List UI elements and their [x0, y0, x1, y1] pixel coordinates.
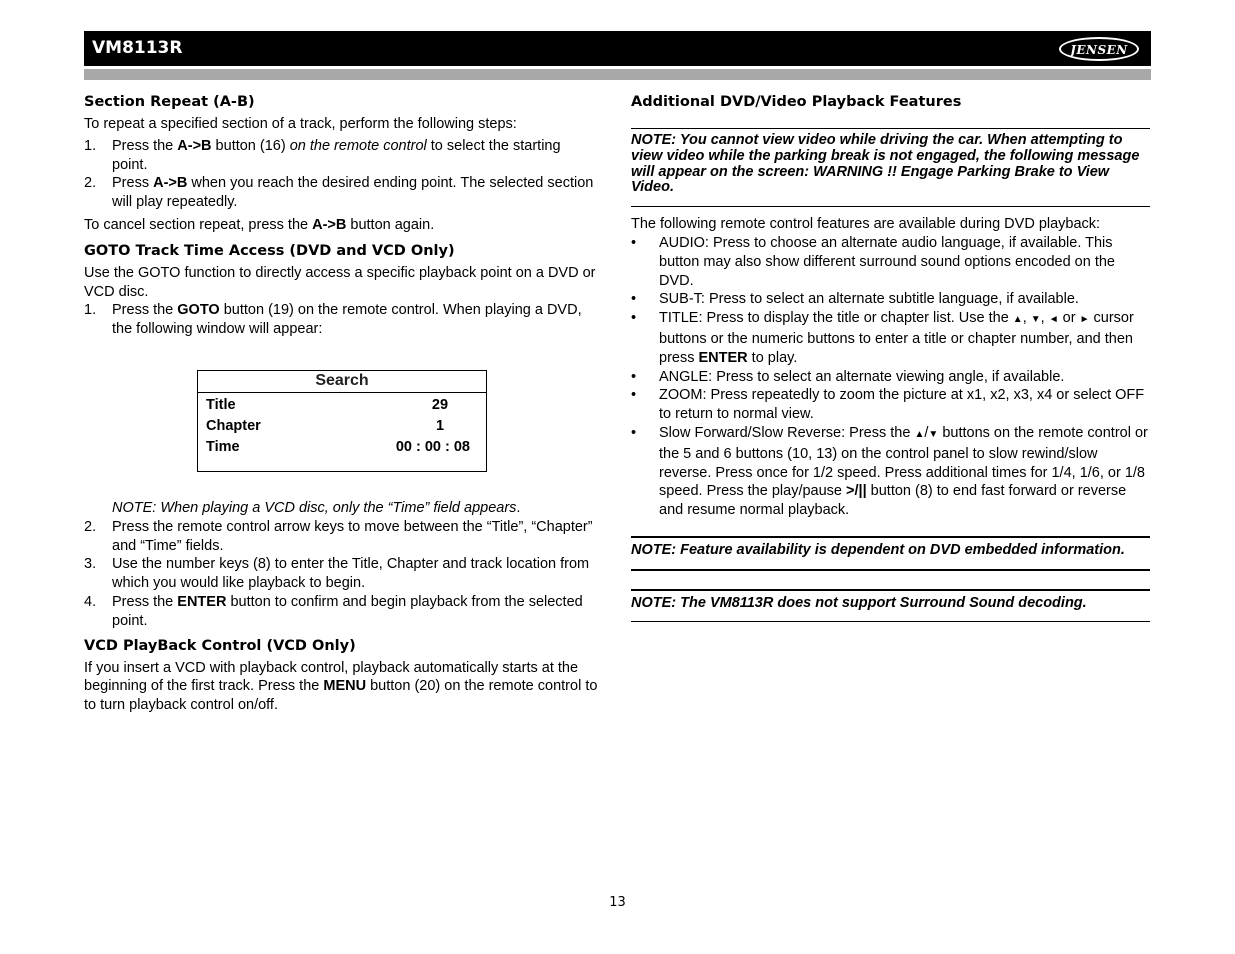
- search-row-label: Chapter: [206, 418, 261, 434]
- section-repeat-step-2: [84, 174, 599, 212]
- key-label: A->B: [312, 216, 347, 233]
- text: button to confirm and begin playback from the selected point.: [112, 593, 583, 629]
- bullet-mark: •: [631, 424, 637, 441]
- left-column: [84, 92, 599, 339]
- search-window: [197, 370, 487, 472]
- key-label: ENTER: [698, 349, 748, 366]
- text: .: [516, 500, 521, 516]
- goto-vcd-note: [84, 499, 599, 518]
- text: To cancel section repeat, press the: [84, 216, 313, 233]
- section-repeat-heading: Section Repeat (A-B): [84, 94, 255, 110]
- search-window-title: Search: [198, 371, 486, 393]
- jensen-logo: [1059, 37, 1139, 61]
- search-row-chapter: [198, 416, 486, 437]
- text: button (19) on the remote control. When playing a DVD, the following window will appear:: [112, 302, 582, 338]
- text: SUB-T: Press to select an alternate subtitle language, if available.: [659, 291, 1079, 308]
- key-label: >/||: [846, 483, 867, 500]
- up-arrow-icon: ▲: [1012, 314, 1023, 326]
- bullet-subt: [631, 290, 1150, 309]
- goto-step-1: [84, 301, 599, 339]
- search-row-value: 29: [431, 397, 449, 413]
- step-number: 2.: [84, 518, 97, 535]
- vcd-heading: VCD PlayBack Control (VCD Only): [84, 637, 356, 654]
- text: Press: [112, 175, 154, 192]
- goto-step-2: [84, 518, 599, 556]
- key-label: ENTER: [177, 593, 227, 610]
- features-heading: Additional DVD/Video Playback Features: [631, 94, 962, 110]
- key-label: A->B: [153, 175, 188, 192]
- availability-note-box: [631, 536, 1150, 571]
- logo-text: JENSEN: [1070, 43, 1128, 57]
- key-label: MENU: [323, 678, 367, 695]
- up-arrow-icon: ▲: [914, 428, 925, 440]
- search-row-label: Title: [206, 397, 236, 413]
- surround-note-box: [631, 589, 1150, 622]
- section-repeat-intro: To repeat a specified section of a track, perform the following steps:: [84, 116, 517, 132]
- bullet-mark: •: [631, 387, 637, 404]
- text: AUDIO: Press to choose an alternate audio language, if available. This button may also show different surround sound options encoded on the DVD.: [659, 234, 1115, 289]
- right-arrow-icon: ►: [1079, 314, 1090, 326]
- text: button (16): [211, 137, 290, 154]
- text: to play.: [747, 349, 798, 366]
- bullet-mark: •: [631, 234, 637, 251]
- bullet-mark: •: [631, 368, 637, 385]
- search-row-label: Time: [206, 439, 240, 455]
- left-column-lower: [84, 499, 599, 715]
- key-label: A->B: [177, 137, 212, 154]
- text: /: [924, 424, 929, 441]
- search-row-value: 1: [435, 418, 445, 434]
- text-italic: on the remote control: [289, 137, 427, 154]
- text: Use the number keys (8) to enter the Title, Chapter and track location from which you would like playback to begin.: [112, 556, 590, 592]
- note-text: NOTE: When playing a VCD disc, only the “Time” field appears: [112, 500, 517, 516]
- step-number: 4.: [84, 593, 97, 610]
- header-bar: [84, 31, 1151, 66]
- bullet-mark: •: [631, 310, 637, 327]
- bullet-slow: [631, 424, 1150, 520]
- text: cursor buttons or the numeric buttons to enter a title or chapter number, and then press: [659, 310, 1134, 366]
- page-number: 13: [609, 895, 626, 910]
- text: button (8) to end fast forward or reverse and resume normal playback.: [659, 483, 1127, 519]
- text: TITLE: Press to display the title or chapter list. Use the: [659, 310, 1013, 327]
- goto-heading: GOTO Track Time Access (DVD and VCD Only): [84, 242, 455, 259]
- down-arrow-icon: ▼: [928, 428, 939, 440]
- parking-note: NOTE: You cannot view video while driving the car. When attempting to view video while the parking break is not engaged, the following message will appear on the screen: WARNING !! Engage Parking Brake to View Video.: [631, 132, 1140, 196]
- step-number: 1.: [84, 302, 97, 319]
- step-number: 3.: [84, 556, 97, 573]
- parking-note-box: [631, 128, 1150, 207]
- step-number: 2.: [84, 175, 97, 192]
- text: ANGLE: Press to select an alternate viewing angle, if available.: [659, 368, 1065, 385]
- text: buttons on the remote control or the 5 and 6 buttons (10, 13) on the control panel to slow rewind/slow reverse. Press once for 1/2 speed. Press additional times for 1/4, 1/6, or 1/8 speed. Press the play/pause: [659, 424, 1148, 500]
- bullet-audio: [631, 234, 1150, 290]
- model-title: VM8113R: [92, 38, 183, 58]
- text: ZOOM: Press repeatedly to zoom the picture at x1, x2, x3, x4 or select OFF to return to normal view.: [659, 387, 1145, 423]
- header-divider: [84, 69, 1151, 80]
- key-label: GOTO: [177, 302, 220, 319]
- text: when you reach the desired ending point. The selected section will play repeatedly.: [112, 175, 594, 211]
- text: ,: [1022, 310, 1031, 327]
- text: or: [1058, 310, 1080, 327]
- step-number: 1.: [84, 137, 97, 154]
- left-arrow-icon: ◄: [1048, 314, 1059, 326]
- text: button (20) on the remote control to to turn playback control on/off.: [84, 678, 598, 714]
- search-row-time: [198, 437, 486, 458]
- availability-note: NOTE: Feature availability is dependent on DVD embedded information.: [631, 541, 1125, 558]
- text: to select the starting point.: [112, 137, 561, 173]
- text: Slow Forward/Slow Reverse: Press the: [659, 424, 915, 441]
- goto-intro: Use the GOTO function to directly access a specific playback point on a DVD or VCD disc.: [84, 264, 596, 300]
- bullet-mark: •: [631, 291, 637, 308]
- goto-step-3: [84, 555, 599, 593]
- bullet-zoom: [631, 386, 1150, 424]
- section-repeat-cancel: [84, 216, 599, 235]
- text: If you insert a VCD with playback control, playback automatically starts at the beginning of the first track. Press the: [84, 659, 579, 695]
- text: button again.: [346, 216, 435, 233]
- goto-step-4: [84, 593, 599, 631]
- text: Press the: [112, 302, 178, 319]
- vcd-paragraph: [84, 659, 599, 715]
- right-column: [631, 92, 1150, 622]
- search-row-value: 00 : 00 : 08: [395, 439, 470, 455]
- text: Press the: [112, 593, 178, 610]
- bullet-title: [631, 309, 1150, 367]
- bullet-angle: [631, 368, 1150, 387]
- text: ,: [1040, 310, 1049, 327]
- down-arrow-icon: ▼: [1030, 314, 1041, 326]
- section-repeat-step-1: [84, 137, 599, 175]
- text: Press the remote control arrow keys to move between the “Title”, “Chapter” and “Time” fields.: [112, 518, 593, 554]
- surround-note: NOTE: The VM8113R does not support Surround Sound decoding.: [631, 594, 1087, 611]
- search-row-title: [198, 395, 486, 416]
- text: Press the: [112, 137, 178, 154]
- features-intro: The following remote control features are available during DVD playback:: [631, 216, 1101, 233]
